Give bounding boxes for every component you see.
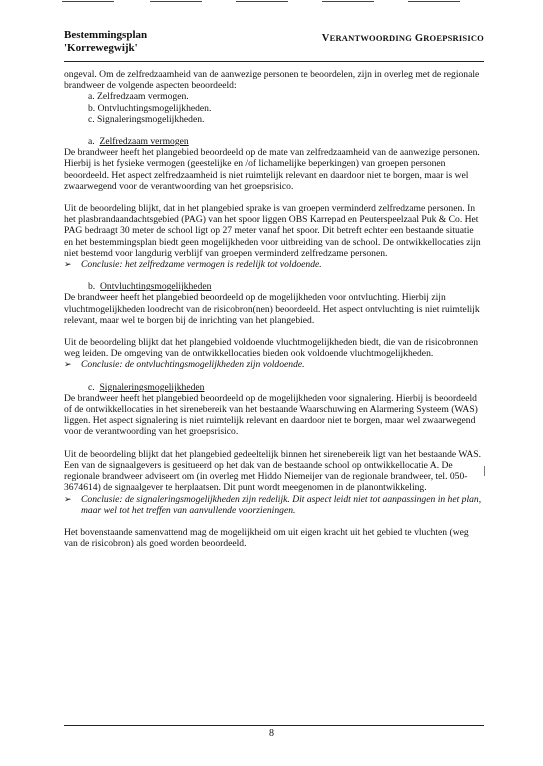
section-a-title: Zelfredzaam vermogen — [99, 136, 189, 148]
section-c-conclusion-text: Conclusie: de signaleringsmogelijkheden zijn redelijk. Dit aspect leidt niet tot aanpassingen in het plan, maar wel tot het treffen van aanvullende voorzieningen. — [81, 493, 482, 516]
scan-top-rule — [150, 1, 202, 2]
scan-margin-mark — [484, 466, 485, 476]
header-plan-block — [64, 29, 147, 55]
intro-paragraph: ongeval. Om de zelfredzaamheid van de aanwezige personen te beoordelen, zijn in overleg met de regionale brandweer de volgende aspecten beoordeeld: — [64, 69, 480, 92]
page-body — [64, 69, 484, 549]
aspect-list-item: b. Ontvluchtingsmogelijkheden. — [88, 102, 212, 114]
section-a-conclusion-text: Conclusie: het zelfredzame vermogen is redelijk tot voldoende. — [81, 259, 322, 271]
section-a-paragraph-1: De brandweer heeft het plangebied beoordeeld op de mate van zelfredzaamheid van de aanwezige personen. Hierbij is het fysieke vermogen (geestelijke en /of lichamelijke beperkingen) van groepen personen beoordeeld. Het aspect zelfredzaamheid is niet ruimtelijk relevant en daardoor niet te borgen, maar is wel zwaarwegend voor de verantwoording van het groepsrisico. — [64, 147, 480, 192]
section-c-heading — [64, 382, 484, 393]
footer-rule — [64, 725, 484, 726]
section-c-letter: c. — [88, 381, 95, 393]
section-b-heading — [64, 281, 484, 292]
section-c-paragraph-2: Uit de beoordeling blijkt dat het plangebied gedeeltelijk binnen het sirenebereik ligt van het bestaande WAS. Een van de signaalgevers is gesitueerd op het dak van de bestaande school op ontwikkellocatie A. De regionale brandweer adviseert om (in overleg met Hiddo Niemeijer van de regionale brandweer, tel. 050-3674614) de signaalgever te herplaatsen. Dit punt wordt meegenomen in de planontwikkeling. — [64, 448, 482, 494]
aspect-list-item: c. Signaleringsmogelijkheden. — [88, 113, 205, 125]
header-plan-title: Bestemmingsplan — [64, 29, 148, 41]
header-plan-name: 'Korrewegwijk' — [64, 42, 138, 54]
section-a-heading — [64, 136, 484, 147]
header-section-title — [322, 33, 484, 44]
header-rule — [64, 61, 484, 62]
arrowhead-bullet-icon: ➢ — [64, 359, 72, 370]
header-cap-g: G — [414, 33, 424, 44]
section-a-paragraph-2: Uit de beoordeling blijkt, dat in het plangebied sprake is van groepen verminderd zelfredzame personen. In het plasbrandaandachtsgebied (PAG) van het spoor liggen OBS Karrepad en Peuterspeelzaal Puk & Co. Het PAG bedraagt 30 meter de school ligt op 27 meter vanaf het spoor. Dit betreft echter een bestaande situatie en het bestemmingsplan biedt geen mogelijkheden voor uitbreiding van de school. De ontwikkellocaties zijn niet bestemd voor langdurig verblijf van groepen verminderd zelfredzame personen. — [64, 203, 481, 259]
section-c-conclusion — [64, 494, 484, 516]
header-cap-v: V — [321, 33, 330, 44]
closing-paragraph: Het bovenstaande samenvattend mag de mogelijkheid om uit eigen kracht uit het gebied te vluchten (weg van de risicobron) als goed worden beoordeeld. — [64, 526, 469, 550]
section-a-letter: a. — [88, 136, 95, 148]
section-c-paragraph-1: De brandweer heeft het plangebied beoordeeld op de mogelijkheden voor signalering. Hierbij is beoordeeld of de ontwikkellocaties in het sirenebereik van het bestaande Waarschuwing en Alarmering Systeem (WAS) liggen. Het aspect signalering is niet ruimtelijk relevant en daardoor niet te borgen, maar wel zwaarwegend voor de verantwoording van het groepsrisico. — [64, 392, 478, 438]
page-header — [64, 29, 484, 63]
arrowhead-bullet-icon: ➢ — [64, 493, 72, 504]
scan-top-rule — [408, 1, 460, 2]
scan-top-rule — [62, 1, 114, 2]
aspect-list — [64, 91, 484, 125]
header-smallcaps-2: ROEPSRISICO — [423, 33, 484, 43]
scan-top-rule — [322, 1, 374, 2]
section-a-conclusion — [64, 259, 484, 270]
arrowhead-bullet-icon: ➢ — [64, 259, 72, 270]
section-b-paragraph-2: Uit de beoordeling blijkt dat het plangebied voldoende vluchtmogelijkheden biedt, die van de risicobronnen weg leiden. De omgeving van de ontwikkellocaties bieden ook voldoende vluchtmogelijkheden. — [64, 337, 479, 360]
section-b-letter: b. — [88, 281, 96, 293]
aspect-list-item: a. Zelfredzaam vermogen. — [88, 91, 189, 103]
scan-top-rule — [236, 1, 288, 2]
header-smallcaps-1: ERANTWOORDING — [329, 33, 413, 43]
page-number: 8 — [269, 728, 274, 739]
section-b-conclusion — [64, 359, 484, 370]
section-b-conclusion-text: Conclusie: de ontvluchtingsmogelijkheden zijn voldoende. — [81, 359, 305, 371]
section-b-paragraph-1: De brandweer heeft het plangebied beoordeeld op de mogelijkheden voor ontvluchting. Hierbij zijn vluchtmogelijkheden loodrecht van de risicobron(nen) beoordeeld. Het aspect ontvluchting is niet ruimtelijk relevant, maar wel te borgen bij de inrichting van het plangebied. — [64, 292, 480, 326]
section-c-title: Signaleringsmogelijkheden — [99, 381, 205, 393]
section-b-title: Ontvluchtingsmogelijkheden — [100, 281, 212, 293]
